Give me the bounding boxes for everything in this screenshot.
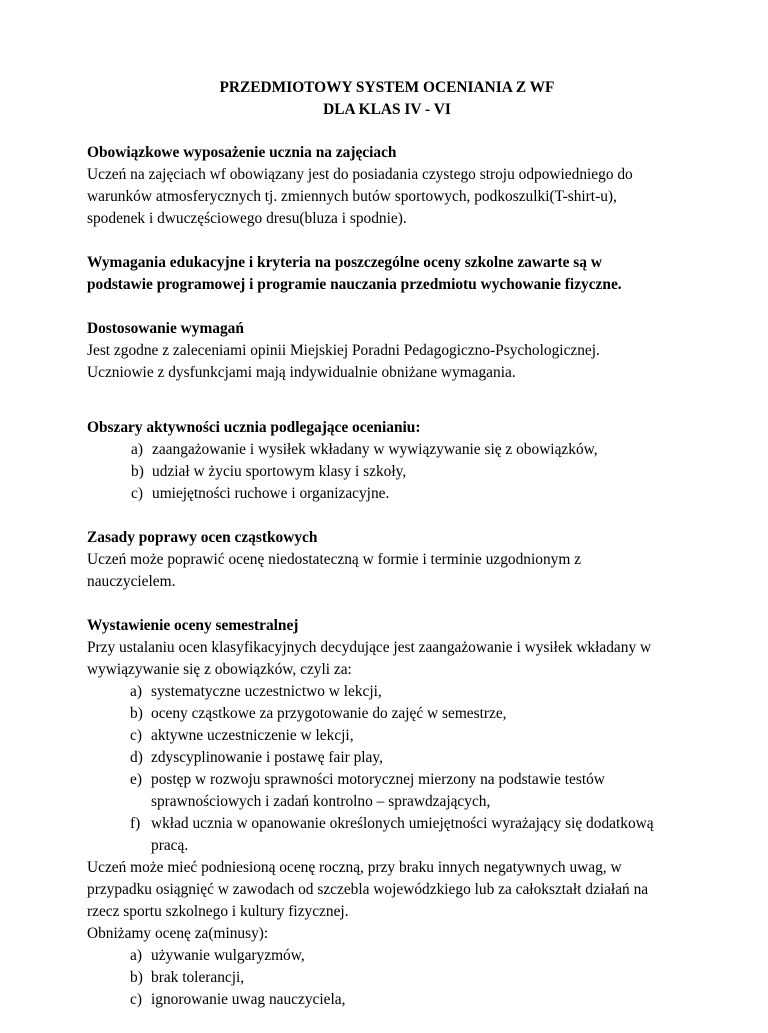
list-item-text: brak tolerancji, (151, 969, 245, 986)
list-item (87, 813, 687, 857)
list-marker: b) (130, 705, 143, 722)
paragraph-line: Obniżamy ocenę za(minusy): (87, 925, 269, 942)
list-marker: f) (130, 815, 141, 832)
paragraph-line: wywiązywanie się z obowiązków, czyli za: (87, 661, 352, 678)
list-item-text: używanie wulgaryzmów, (151, 947, 305, 964)
section-heading: Obowiązkowe wyposażenie ucznia na zajęciach (87, 144, 397, 161)
list-marker: b) (130, 969, 143, 986)
list-marker: e) (130, 771, 142, 788)
list-item (87, 725, 687, 747)
title-line-2: DLA KLAS IV - VI (323, 101, 451, 118)
semester-criteria-list (87, 681, 687, 857)
section-adaptation (87, 318, 687, 384)
section-areas (87, 417, 687, 505)
list-marker: c) (130, 727, 142, 744)
list-marker: a) (130, 683, 142, 700)
list-item-text: oceny cząstkowe za przygotowanie do zajęć w semestrze, (151, 705, 507, 722)
paragraph-line: Przy ustalaniu ocen klasyfikacyjnych decydujące jest zaangażowanie i wysiłek wkładany w (87, 639, 652, 656)
lowering-list (87, 945, 687, 1011)
list-item-text: zaangażowanie i wysiłek wkładany w wywiązywanie się z obowiązków, (152, 441, 598, 458)
section-correction (87, 527, 687, 593)
list-marker: c) (130, 991, 142, 1008)
section-heading: Obszary aktywności ucznia podlegające ocenianiu: (87, 419, 421, 436)
list-marker: c) (131, 485, 143, 502)
list-item-text: systematyczne uczestnictwo w lekcji, (151, 683, 382, 700)
list-marker: d) (130, 749, 143, 766)
list-item (87, 483, 687, 505)
areas-list (87, 439, 687, 505)
document-title (87, 77, 687, 121)
list-item (87, 747, 687, 769)
section-heading: Dostosowanie wymagań (87, 320, 244, 337)
list-item (87, 681, 687, 703)
list-item-text: sprawnościowych i zadań kontrolno – sprawdzających, (151, 793, 491, 810)
list-marker: a) (130, 947, 142, 964)
list-item (87, 703, 687, 725)
list-item-text: ignorowanie uwag nauczyciela, (151, 991, 346, 1008)
list-item-text: zdyscyplinowanie i postawę fair play, (151, 749, 383, 766)
list-item (87, 989, 687, 1011)
section-semester (87, 615, 687, 1011)
paragraph-line: nauczycielem. (87, 573, 176, 590)
paragraph-line: rzecz sportu szkolnego i kultury fizycznej. (87, 903, 349, 920)
list-item-text: udział w życiu sportowym klasy i szkoły, (152, 463, 407, 480)
paragraph-line: przypadku osiągnięć w zawodach od szczebla wojewódzkiego lub za całokształt działań na (87, 881, 649, 898)
section-equipment (87, 142, 687, 230)
section-heading: Zasady poprawy ocen cząstkowych (87, 529, 318, 546)
paragraph-line: Uczeń może mieć podniesioną ocenę roczną, przy braku innych negatywnych uwag, w (87, 859, 622, 876)
document-page (87, 77, 687, 1033)
list-item-text: wkład ucznia w opanowanie określonych umiejętności wyrażający się dodatkową (151, 815, 654, 832)
list-item (87, 769, 687, 813)
list-item-text: aktywne uczestniczenie w lekcji, (151, 727, 354, 744)
list-item (87, 967, 687, 989)
section-heading: Wystawienie oceny semestralnej (87, 617, 299, 634)
requirements-line: podstawie programowej i programie nauczania przedmiotu wychowanie fizyczne. (87, 276, 622, 293)
list-marker: a) (131, 441, 143, 458)
list-item-text: umiejętności ruchowe i organizacyjne. (152, 485, 390, 502)
paragraph-line: spodenek i dwuczęściowego dresu(bluza i spodnie). (87, 210, 407, 227)
list-item-text: postęp w rozwoju sprawności motorycznej mierzony na podstawie testów (151, 771, 605, 788)
list-item (87, 461, 687, 483)
paragraph-line: Uczeń na zajęciach wf obowiązany jest do posiadania czystego stroju odpowiedniego do (87, 166, 633, 183)
paragraph-line: warunków atmosferycznych tj. zmiennych butów sportowych, podkoszulki(T-shirt-u), (87, 188, 617, 205)
list-item (87, 945, 687, 967)
paragraph-line: Uczniowie z dysfunkcjami mają indywidualnie obniżane wymagania. (87, 364, 516, 381)
list-item-text: pracą. (151, 837, 189, 854)
title-line-1: PRZEDMIOTOWY SYSTEM OCENIANIA Z WF (219, 79, 555, 96)
list-item (87, 439, 687, 461)
paragraph-line: Uczeń może poprawić ocenę niedostateczną w formie i terminie uzgodnionym z (87, 551, 582, 568)
paragraph-line: Jest zgodne z zaleceniami opinii Miejskiej Poradni Pedagogiczno-Psychologicznej. (87, 342, 600, 359)
requirements-line: Wymagania edukacyjne i kryteria na poszczególne oceny szkolne zawarte są w (87, 254, 602, 271)
list-marker: b) (131, 463, 144, 480)
section-requirements (87, 252, 687, 296)
